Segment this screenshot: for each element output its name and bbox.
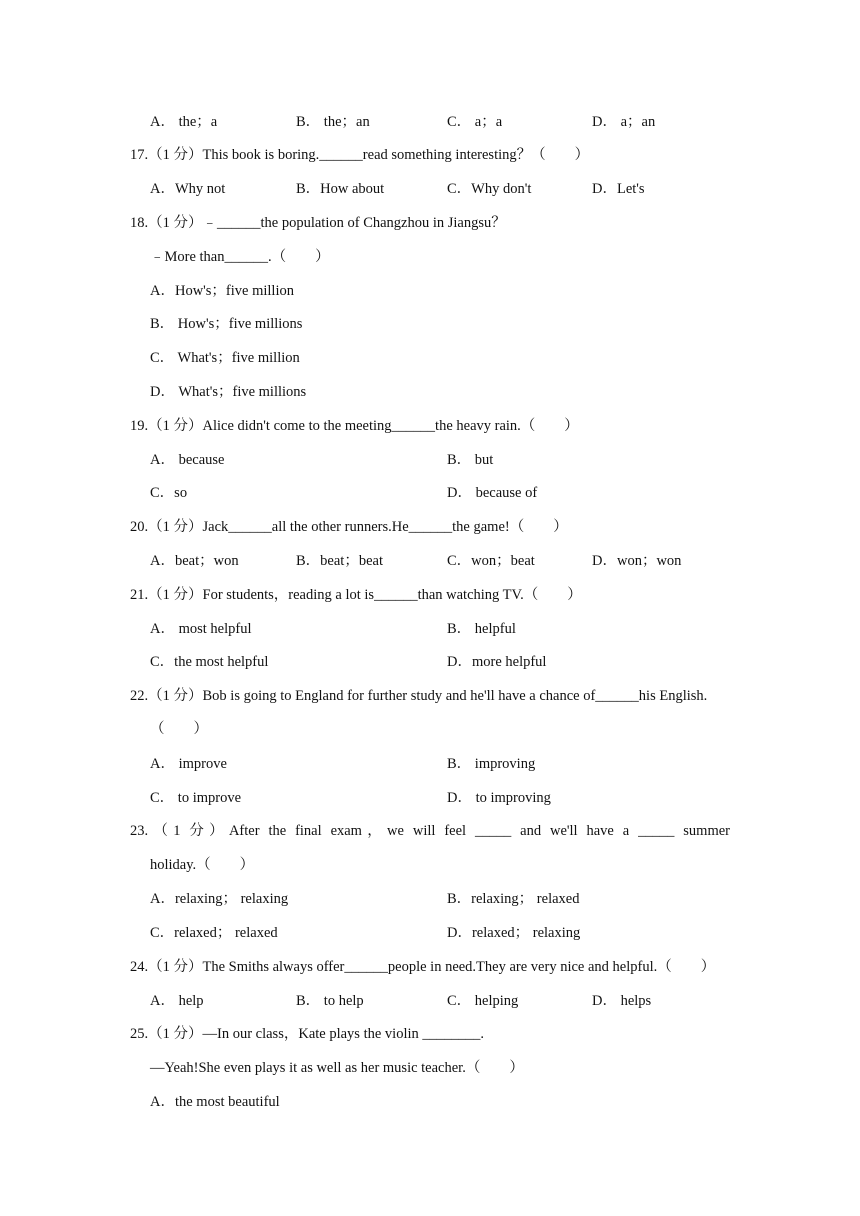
q23-line2: holiday.（ ） (150, 857, 255, 873)
q21-option-d: D．more helpful (447, 654, 547, 670)
q21-option-a: A． most helpful (150, 621, 252, 637)
q22-option-d: D． to improving (447, 790, 551, 806)
q20-stem: 20.（1 分）Jack______all the other runners.He______the game!（ ） (130, 519, 568, 535)
q20-option-a: A．beat；won (150, 553, 239, 569)
q17-option-d: D．Let's (592, 181, 645, 197)
q22-option-c: C． to improve (150, 790, 242, 806)
q24-stem: 24.（1 分）The Smiths always offer______people in need.They are very nice and helpful.（ ） (130, 959, 716, 975)
q24-option-c: C． helping (447, 993, 519, 1009)
q21-option-b: B． helpful (447, 621, 516, 637)
q25-line2: —Yeah!She even plays it as well as her music teacher.（ ） (150, 1060, 524, 1076)
q22-option-b: B． improving (447, 756, 536, 772)
q24-option-d: D． helps (592, 993, 652, 1009)
q19-option-d: D． because of (447, 485, 538, 501)
q19-option-a: A． because (150, 452, 225, 468)
q22-option-a: A． improve (150, 756, 227, 772)
q23-option-a: A．relaxing； relaxing (150, 891, 289, 907)
q16-option-d: D． a；an (592, 114, 656, 130)
q18-stem: 18.（1 分）﹣______the population of Changzhou in Jiangsu？ (130, 215, 506, 231)
q23-stem: 23.（1 分）After the final exam，we will feel _____ and we'll have a _____ summer (130, 823, 730, 839)
q18-option-d: D． What's；five millions (150, 384, 307, 400)
q23-option-b: B．relaxing； relaxed (447, 891, 580, 907)
q17-option-b: B．How about (296, 181, 385, 197)
q24-option-b: B． to help (296, 993, 364, 1009)
q20-option-d: D．won；won (592, 553, 682, 569)
q20-option-b: B．beat；beat (296, 553, 383, 569)
q24-option-a: A． help (150, 993, 204, 1009)
q21-stem: 21.（1 分）For students，reading a lot is______than watching TV.（ ） (130, 587, 582, 603)
q23-option-c: C．relaxed； relaxed (150, 925, 278, 941)
q20-option-c: C．won；beat (447, 553, 535, 569)
q22-stem: 22.（1 分）Bob is going to England for further study and he'll have a chance of______his English. (130, 688, 708, 704)
q18-line2: ﹣More than______.（ ） (150, 249, 330, 265)
q18-option-a: A．How's；five million (150, 283, 294, 299)
q21-option-c: C．the most helpful (150, 654, 269, 670)
q17-option-a: A．Why not (150, 181, 226, 197)
q18-option-c: C． What's；five million (150, 350, 300, 366)
q23-option-d: D．relaxed； relaxing (447, 925, 581, 941)
q18-option-b: B． How's；five millions (150, 316, 303, 332)
q25-option-a: A．the most beautiful (150, 1094, 280, 1110)
q19-option-b: B． but (447, 452, 494, 468)
q22-line2: （ ） (150, 721, 208, 737)
q16-option-b: B． the；an (296, 114, 370, 130)
q19-stem: 19.（1 分）Alice didn't come to the meeting______the heavy rain.（ ） (130, 418, 579, 434)
q17-option-c: C．Why don't (447, 181, 532, 197)
q16-option-a: A． the；a (150, 114, 218, 130)
q25-stem: 25.（1 分）—In our class，Kate plays the violin ________. (130, 1026, 484, 1042)
q19-option-c: C．so (150, 485, 188, 501)
q16-option-c: C． a；a (447, 114, 503, 130)
q17-stem: 17.（1 分）This book is boring.______read something interesting？（ ） (130, 147, 590, 163)
